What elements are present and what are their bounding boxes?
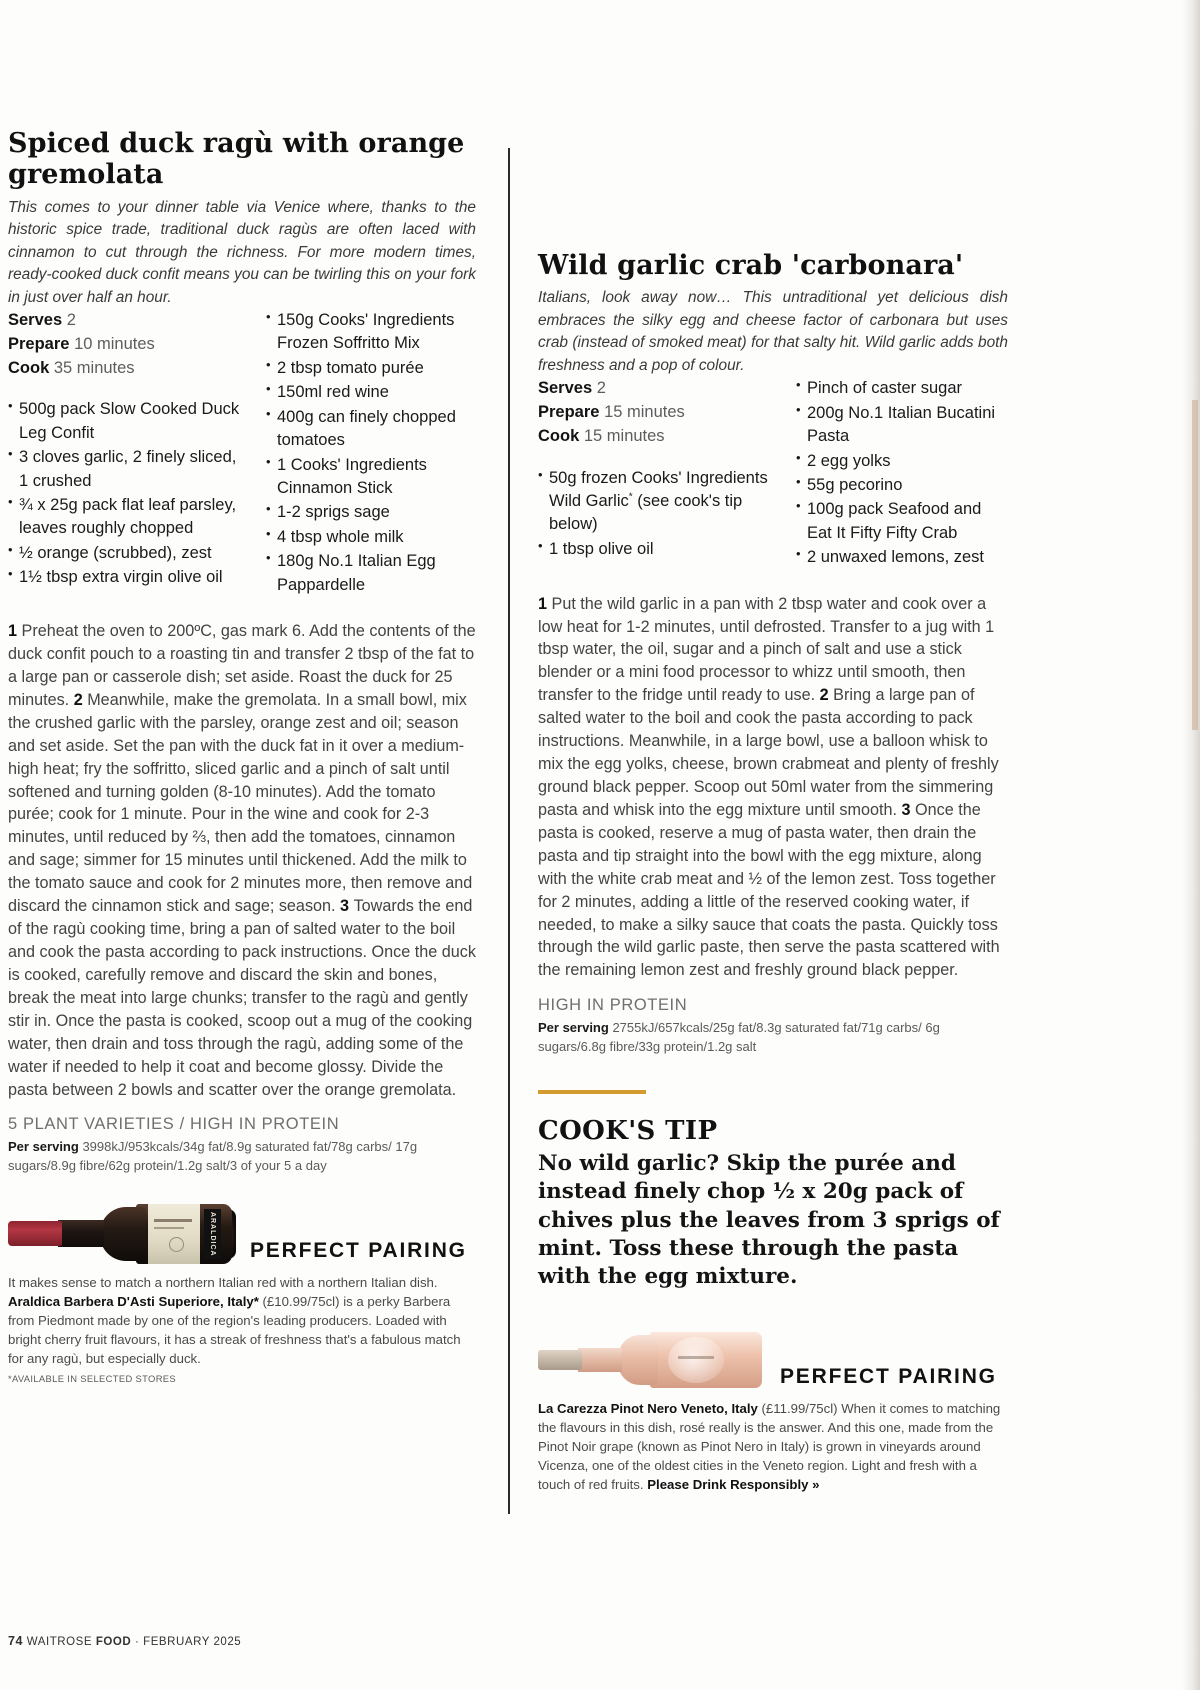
serves-line bbox=[538, 377, 778, 401]
red-wine-bottle-image bbox=[8, 1197, 240, 1269]
right-recipe-standfirst: Italians, look away now… This untraditional yet delicious dish embraces the silky egg and cheese factor of carbonara but uses crab (instead of smoked meat) for that salty hit. Wild garlic adds both freshness and a pop of colour. bbox=[538, 289, 1008, 374]
brand-prefix: WAITROSE bbox=[26, 1636, 93, 1648]
cook-value: 35 minutes bbox=[53, 358, 135, 377]
left-pairing-footnote: *AVAILABLE IN SELECTED STORES bbox=[8, 1373, 177, 1385]
ingredient-item: • 3 cloves garlic, 2 finely sliced, 1 crushed bbox=[8, 446, 248, 493]
method-step-text: Once the pasta is cooked, reserve a mug of pasta water, then drain the pasta and tip straight into the bowl with the egg mixture, along with the white crab meat and ½ of the lemon zest. Toss together for 2 minutes, adding a little of the reserved cooking water, if needed, to make a silky sauce that coats the pasta. Quickly toss through the wild garlic paste, then serve the pasta scattered with the remaining lemon zest and freshly ground black pepper. bbox=[538, 800, 1000, 980]
prepare-label: Prepare bbox=[538, 403, 600, 421]
right-diet-tagline: HIGH IN PROTEIN bbox=[538, 996, 688, 1015]
right-pairing-head bbox=[538, 1317, 1008, 1395]
rose-wine-bottle-image bbox=[538, 1323, 770, 1395]
left-pairing-head bbox=[8, 1191, 476, 1269]
prepare-value: 15 minutes bbox=[604, 403, 685, 421]
right-meta-and-ingredients bbox=[538, 377, 778, 570]
right-recipe-column bbox=[538, 250, 1008, 1494]
left-pairing-heading: PERFECT PAIRING bbox=[250, 1239, 467, 1263]
method-step bbox=[8, 691, 472, 915]
ingredient-item: • ¾ x 25g pack flat leaf parsley, leaves roughly chopped bbox=[8, 494, 248, 541]
red-bottle-neck-label-text: ARALDICA bbox=[209, 1212, 216, 1257]
ingredient-item: • 100g pack Seafood and Eat It Fifty Fifty Crab bbox=[796, 498, 1006, 545]
right-pairing-copy bbox=[538, 1399, 1008, 1494]
left-ingredient-list-b bbox=[266, 309, 476, 597]
ingredient-item: • 500g pack Slow Cooked Duck Leg Confit bbox=[8, 398, 248, 445]
left-nutrition-label: Per serving bbox=[8, 1139, 79, 1155]
ingredient-item: • 150g Cooks' Ingredients Frozen Soffritto Mix bbox=[266, 309, 476, 356]
left-ingredients-area bbox=[8, 309, 476, 598]
method-step-number: 3 bbox=[901, 800, 916, 819]
method-step-text: Put the wild garlic in a pan with 2 tbsp water and cook over a low heat for 1-2 minutes, until defrosted. Transfer to a jug with 1 tbsp water, the oil, sugar and a pinch of salt and use a stick blender or a mini food processor to whizz until smooth, then transfer to the fridge until ready to use. bbox=[538, 594, 995, 705]
ingredient-item: • 2 unwaxed lemons, zest bbox=[796, 546, 1006, 569]
right-pairing-heading: PERFECT PAIRING bbox=[780, 1364, 997, 1388]
column-divider bbox=[508, 148, 510, 1514]
serves-value: 2 bbox=[596, 379, 606, 398]
cook-line bbox=[538, 425, 778, 449]
left-pairing-description: is a perky Barbera from Piedmont made by one of the region's leading producers. Loaded with bright cherry fruit flavours, it has a streak of freshness that's a fabulous match for any ragù, but especially duck. bbox=[8, 1294, 461, 1367]
cooks-tip-title: COOK'S TIP bbox=[538, 1116, 718, 1147]
method-step-number: 1 bbox=[8, 622, 22, 641]
ingredient-item: • 200g No.1 Italian Bucatini Pasta bbox=[796, 402, 1006, 449]
ingredient-item: • 2 tbsp tomato purée bbox=[266, 357, 476, 380]
ingredient-item: • 180g No.1 Italian Egg Pappardelle bbox=[266, 550, 476, 597]
cook-label: Cook bbox=[8, 358, 50, 377]
method-step-text: Bring a large pan of salted water to the boil and cook the pasta according to pack instructions. Meanwhile, in a large bowl, use a balloon whisk to mix the egg yolks, cheese, brown crabmeat and plenty of freshly ground black pepper. Scoop out 50ml water from the simmering pasta and whisk into the egg mixture until smooth. bbox=[538, 686, 999, 819]
serves-value: 2 bbox=[66, 311, 76, 330]
left-pairing-copy bbox=[8, 1273, 476, 1368]
right-ingredient-list-b bbox=[796, 377, 1006, 569]
right-method bbox=[538, 593, 1008, 983]
prepare-line bbox=[8, 333, 248, 357]
right-recipe-title: Wild garlic crab 'carbonara' bbox=[538, 250, 964, 281]
page-edge-shadow bbox=[1182, 0, 1200, 1690]
cooks-tip-rule bbox=[538, 1090, 646, 1094]
method-step bbox=[8, 897, 476, 1098]
method-step-text: Preheat the oven to 200ºC, gas mark 6. Add the contents of the duck confit pouch to a roasting tin and transfer 2 tbsp of the fat to a large pan or casserole dish; set aside. Roast the duck for 25 minutes. bbox=[8, 622, 476, 709]
serves-line bbox=[8, 309, 248, 333]
left-diet-tagline: 5 PLANT VARIETIES / HIGH IN PROTEIN bbox=[8, 1115, 340, 1134]
method-step-number: 2 bbox=[73, 690, 88, 709]
issue-date: · FEBRUARY 2025 bbox=[135, 1636, 242, 1648]
left-meta-and-ingredients bbox=[8, 309, 248, 598]
right-nutrition bbox=[538, 1019, 1008, 1056]
left-nutrition bbox=[8, 1138, 476, 1175]
ingredient-item: • 150ml red wine bbox=[266, 381, 476, 404]
left-recipe-column bbox=[8, 128, 476, 1384]
method-step bbox=[538, 686, 999, 819]
ingredient-item: • 4 tbsp whole milk bbox=[266, 526, 476, 549]
method-step-number: 1 bbox=[538, 594, 552, 613]
right-pairing-description: When it comes to matching the flavours in this dish, rosé really is the answer. And this one, made from the Pinot Noir grape (known as Pinot Nero in Italy) is grown in vineyards around Vicenza, one of the oldest cities in the Veneto region. Light and fresh with a touch of red fruits. bbox=[538, 1400, 1001, 1492]
left-pairing-price: (£10.99/75cl) bbox=[262, 1294, 340, 1310]
ingredient-item: • 400g can finely chopped tomatoes bbox=[266, 406, 476, 453]
ingredient-item: • Pinch of caster sugar bbox=[796, 377, 1006, 400]
method-step-number: 2 bbox=[819, 686, 834, 705]
right-ingredient-list-a bbox=[538, 467, 778, 562]
left-method bbox=[8, 620, 476, 1101]
page-footer bbox=[8, 1634, 241, 1648]
left-recipe-standfirst: This comes to your dinner table via Venice where, thanks to the historic spice trade, traditional duck ragùs are often laced with cinnamon to cut through the richness. For more modern times, ready-cooked duck confit means you can be twirling this on your fork in just over half an hour. bbox=[8, 198, 476, 306]
page-edge-tab bbox=[1192, 400, 1198, 730]
drink-responsibly-note: Please Drink Responsibly » bbox=[647, 1476, 820, 1492]
method-step-text: Meanwhile, make the gremolata. In a small bowl, mix the crushed garlic with the parsley, orange zest and oil; season and set aside. Set the pan with the duck fat in it over a medium-high heat; fry the soffritto, sliced garlic and a pinch of salt until softened and turning golden (8-10 minutes). Add the tomato purée; cook for 1 minute. Pour in the wine and cook for 2-3 minutes, until reduced by ⅔, then add the tomatoes, cinnamon and sage; simmer for 15 minutes until thickened. Add the milk to the tomato sauce and cook for 2 minutes more, then remove and discard the cinnamon stick and sage; season. bbox=[8, 690, 473, 916]
serves-label: Serves bbox=[538, 379, 593, 398]
cooks-tip-body: No wild garlic? Skip the purée and instead finely chop ½ x 20g pack of chives plus the leaves from 3 sprigs of mint. Toss these through the pasta with the egg mixture. bbox=[538, 1151, 1000, 1289]
brand-name: FOOD bbox=[95, 1636, 132, 1648]
cook-label: Cook bbox=[538, 426, 580, 445]
right-ingredients-area bbox=[538, 377, 1008, 570]
method-step-number: 3 bbox=[340, 897, 354, 916]
right-pairing-wine-name: La Carezza Pinot Nero Veneto, Italy bbox=[538, 1400, 758, 1416]
cook-value: 15 minutes bbox=[583, 426, 665, 445]
ingredient-item: • 50g frozen Cooks' Ingredients Wild Garlic* (see cook's tip below) bbox=[538, 467, 778, 537]
method-step bbox=[538, 801, 1000, 979]
ingredient-item: • 1 tbsp olive oil bbox=[538, 538, 778, 561]
left-ingredient-list-a bbox=[8, 398, 248, 589]
left-perfect-pairing bbox=[8, 1191, 476, 1384]
ingredient-item: • 55g pecorino bbox=[796, 474, 1006, 497]
page-number: 74 bbox=[8, 1634, 24, 1648]
right-pairing-price: (£11.99/75cl) bbox=[761, 1400, 838, 1416]
serves-label: Serves bbox=[8, 311, 63, 330]
left-recipe-title: Spiced duck ragù with orange gremolata bbox=[8, 128, 465, 191]
right-nutrition-value: 2755kJ/657kcals/25g fat/8.3g saturated fat/71g carbs/ 6g sugars/6.8g fibre/33g protein/1.2g salt bbox=[538, 1020, 940, 1054]
ingredient-item: • 2 egg yolks bbox=[796, 450, 1006, 473]
ingredient-item: • 1-2 sprigs sage bbox=[266, 501, 476, 524]
prepare-line bbox=[538, 401, 778, 425]
right-ingredients-col-b bbox=[796, 377, 1006, 570]
left-ingredients-col-b bbox=[266, 309, 476, 598]
right-perfect-pairing bbox=[538, 1317, 1008, 1494]
cook-line bbox=[8, 357, 248, 381]
ingredient-item: • 1 Cooks' Ingredients Cinnamon Stick bbox=[266, 454, 476, 501]
prepare-label: Prepare bbox=[8, 334, 70, 353]
method-step-text: Towards the end of the ragù cooking time, bring a pan of salted water to the boil and cook the pasta according to pack instructions. Once the duck is cooked, carefully remove and discard the skin and bones, break the meat into large chunks; transfer to the ragù and gently stir in. Once the pasta is cooked, scoop out a mug of the cooking water, then drain and toss through the ragù, adding some of the water if needed to help it coat and become glossy. Divide the pasta between 2 bowls and scatter over the orange gremolata. bbox=[8, 897, 476, 1099]
right-nutrition-label: Per serving bbox=[538, 1020, 609, 1036]
ingredient-item: • 1½ tbsp extra virgin olive oil bbox=[8, 566, 248, 589]
prepare-value: 10 minutes bbox=[74, 334, 155, 353]
left-nutrition-value: 3998kJ/953kcals/34g fat/8.9g saturated fat/78g carbs/ 17g sugars/8.9g fibre/62g protein/1.2g salt/3 of your 5 a day bbox=[8, 1139, 418, 1173]
cooks-tip-block bbox=[538, 1090, 1008, 1291]
left-pairing-wine-name: Araldica Barbera D'Asti Superiore, Italy* bbox=[8, 1294, 259, 1310]
ingredient-item: • ½ orange (scrubbed), zest bbox=[8, 542, 248, 565]
left-pairing-intro: It makes sense to match a northern Italian red with a northern Italian dish. bbox=[8, 1275, 438, 1291]
